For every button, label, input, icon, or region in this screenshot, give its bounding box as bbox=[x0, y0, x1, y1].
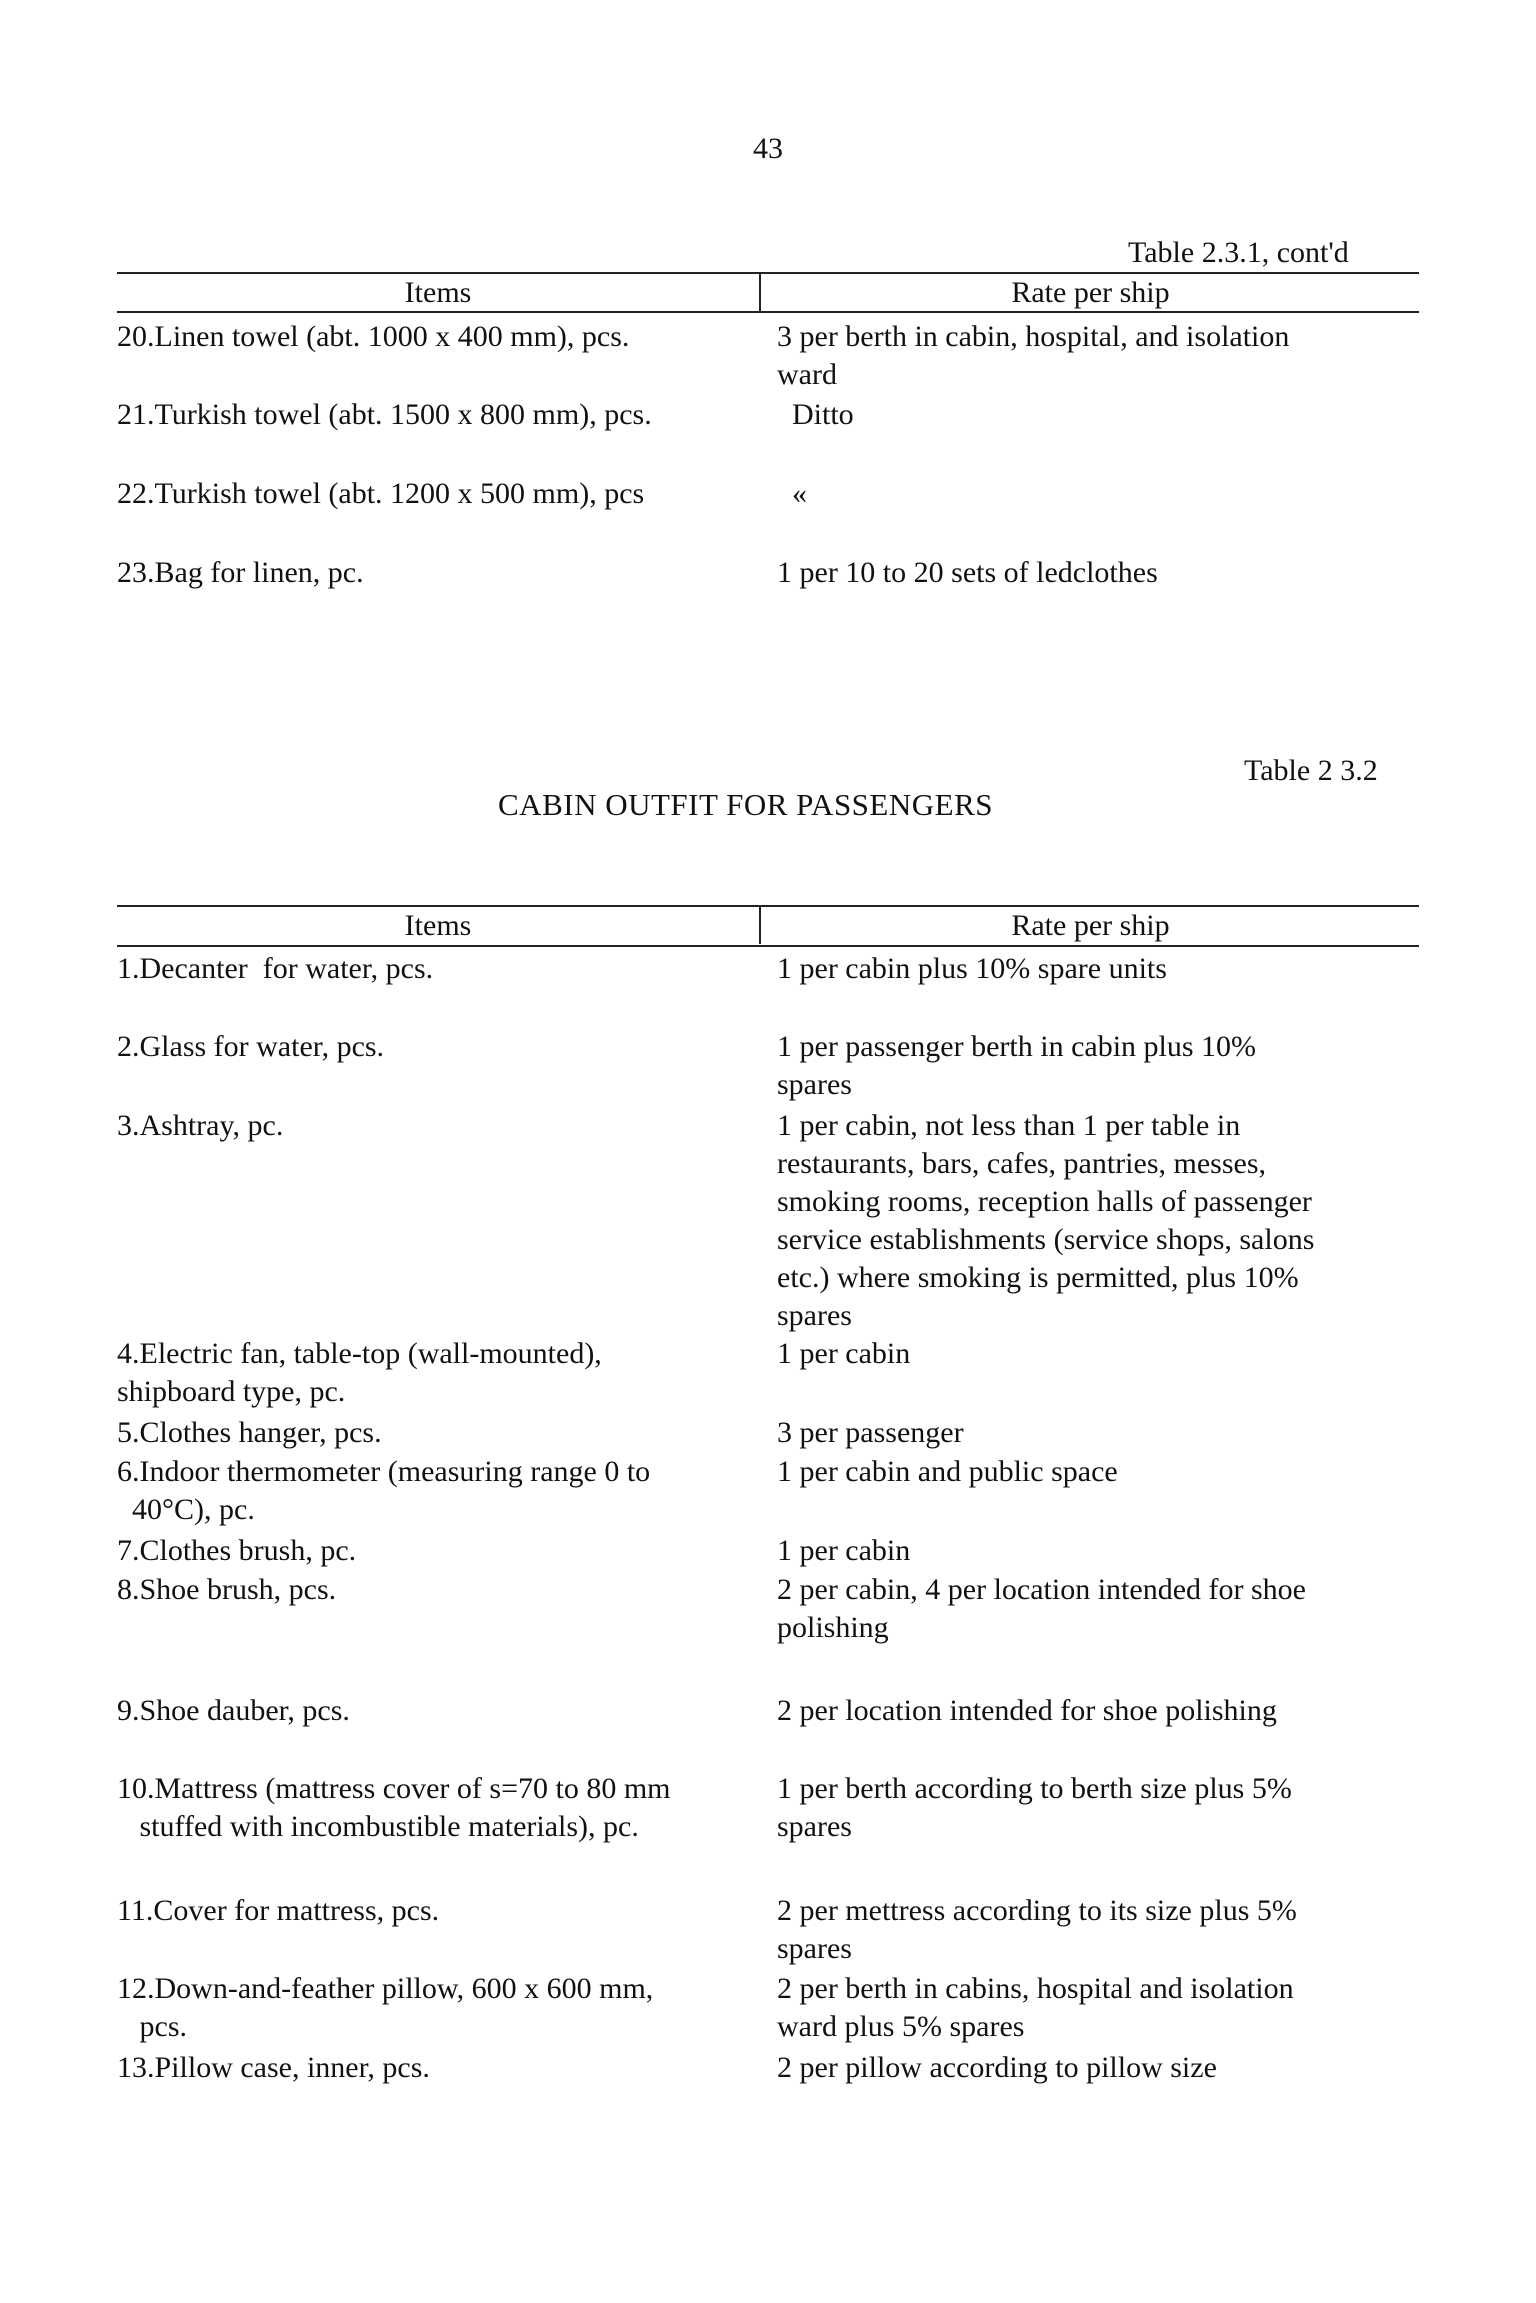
table2-caption: Table 2 3.2 bbox=[1244, 754, 1378, 787]
table1-header-divider bbox=[759, 273, 761, 311]
table2-header-divider bbox=[759, 906, 761, 944]
rate-cell bbox=[777, 1453, 1417, 1491]
rate-cell bbox=[777, 475, 1417, 513]
item-cell bbox=[117, 1335, 767, 1411]
item-cell bbox=[117, 1892, 767, 1930]
item-text: 5.Clothes hanger, pcs. bbox=[117, 1416, 382, 1449]
rate-text: 1 per cabin bbox=[777, 1534, 911, 1567]
item-text: 20.Linen towel (abt. 1000 x 400 mm), pcs. bbox=[117, 320, 630, 353]
rate-text: spares bbox=[777, 1299, 852, 1332]
rate-text: 2 per cabin, 4 per location intended for shoe bbox=[777, 1573, 1306, 1606]
rate-text: 2 per mettress according to its size plus 5% bbox=[777, 1894, 1297, 1927]
item-cell bbox=[117, 1532, 767, 1570]
table2-header-rate: Rate per ship bbox=[1011, 909, 1170, 942]
rate-text: etc.) where smoking is permitted, plus 10% bbox=[777, 1261, 1299, 1294]
item-text: 3.Ashtray, pc. bbox=[117, 1109, 284, 1142]
rate-text: service establishments (service shops, salons bbox=[777, 1223, 1315, 1256]
item-cell bbox=[117, 1692, 767, 1730]
rate-text: « bbox=[777, 477, 807, 510]
item-text: 2.Glass for water, pcs. bbox=[117, 1030, 385, 1063]
rate-text: 1 per cabin and public space bbox=[777, 1455, 1118, 1488]
rate-cell bbox=[777, 396, 1417, 434]
item-cell bbox=[117, 950, 767, 988]
rate-cell bbox=[777, 1692, 1417, 1730]
item-cell bbox=[117, 1770, 767, 1846]
rate-text: smoking rooms, reception halls of passenger bbox=[777, 1185, 1312, 1218]
rate-cell bbox=[777, 554, 1417, 592]
rate-cell bbox=[777, 1970, 1417, 2046]
item-text: 1.Decanter for water, pcs. bbox=[117, 952, 434, 985]
item-cell bbox=[117, 554, 767, 592]
item-text: 9.Shoe dauber, pcs. bbox=[117, 1694, 350, 1727]
item-cell bbox=[117, 1028, 767, 1066]
item-cell bbox=[117, 1107, 767, 1145]
table1-caption: Table 2.3.1, cont'd bbox=[1128, 236, 1349, 269]
item-cell bbox=[117, 1571, 767, 1609]
item-text: 21.Turkish towel (abt. 1500 x 800 mm), pcs. bbox=[117, 398, 652, 431]
page-number: 43 bbox=[753, 132, 783, 165]
item-text: 8.Shoe brush, pcs. bbox=[117, 1573, 337, 1606]
rate-cell bbox=[777, 1028, 1417, 1104]
item-cell bbox=[117, 1970, 767, 2046]
rate-cell bbox=[777, 1414, 1417, 1452]
table2-header-rule bbox=[117, 945, 1419, 947]
rate-text: ward plus 5% spares bbox=[777, 2010, 1025, 2043]
item-text: 23.Bag for linen, pc. bbox=[117, 556, 364, 589]
rate-text: spares bbox=[777, 1932, 852, 1965]
rate-cell bbox=[777, 2049, 1417, 2087]
item-cell bbox=[117, 1453, 767, 1529]
rate-cell bbox=[777, 1532, 1417, 1570]
rate-cell bbox=[777, 318, 1417, 394]
rate-cell bbox=[777, 1770, 1417, 1846]
item-cell bbox=[117, 1414, 767, 1452]
rate-text: 1 per 10 to 20 sets of ledclothes bbox=[777, 556, 1158, 589]
table1-header-rate: Rate per ship bbox=[1011, 276, 1170, 309]
rate-text: polishing bbox=[777, 1611, 889, 1644]
rate-text: 2 per pillow according to pillow size bbox=[777, 2051, 1217, 2084]
item-text: 4.Electric fan, table-top (wall-mounted), bbox=[117, 1337, 602, 1370]
item-text: 12.Down-and-feather pillow, 600 x 600 mm, bbox=[117, 1972, 654, 2005]
item-text: 22.Turkish towel (abt. 1200 x 500 mm), pcs bbox=[117, 477, 645, 510]
table2-header-items: Items bbox=[404, 909, 472, 942]
rate-text: ward bbox=[777, 358, 837, 391]
rate-text: 1 per cabin, not less than 1 per table in bbox=[777, 1109, 1241, 1142]
item-text: 11.Cover for mattress, pcs. bbox=[117, 1894, 440, 1927]
rate-cell bbox=[777, 1892, 1417, 1968]
item-text: pcs. bbox=[117, 2010, 187, 2043]
item-text: 7.Clothes brush, pc. bbox=[117, 1534, 357, 1567]
rate-text: 1 per passenger berth in cabin plus 10% bbox=[777, 1030, 1257, 1063]
rate-text: 3 per passenger bbox=[777, 1416, 964, 1449]
item-text: 6.Indoor thermometer (measuring range 0 to bbox=[117, 1455, 651, 1488]
rate-text: 2 per berth in cabins, hospital and isolation bbox=[777, 1972, 1294, 2005]
item-text: stuffed with incombustible materials), pc. bbox=[117, 1810, 639, 1843]
rate-cell bbox=[777, 950, 1417, 988]
table1-header-rule bbox=[117, 311, 1419, 313]
item-text: 10.Mattress (mattress cover of s=70 to 80 mm bbox=[117, 1772, 671, 1805]
rate-cell bbox=[777, 1571, 1417, 1647]
rate-text: 1 per cabin bbox=[777, 1337, 911, 1370]
item-cell bbox=[117, 475, 767, 513]
item-cell bbox=[117, 2049, 767, 2087]
rate-text: spares bbox=[777, 1068, 852, 1101]
rate-text: Ditto bbox=[777, 398, 854, 431]
rate-text: 3 per berth in cabin, hospital, and isolation bbox=[777, 320, 1290, 353]
rate-text: restaurants, bars, cafes, pantries, messes, bbox=[777, 1147, 1266, 1180]
item-text: shipboard type, pc. bbox=[117, 1375, 346, 1408]
rate-cell bbox=[777, 1335, 1417, 1373]
item-text: 13.Pillow case, inner, pcs. bbox=[117, 2051, 430, 2084]
item-text: 40°C), pc. bbox=[117, 1493, 255, 1526]
rate-text: 1 per cabin plus 10% spare units bbox=[777, 952, 1167, 985]
rate-text: spares bbox=[777, 1810, 852, 1843]
rate-text: 2 per location intended for shoe polishing bbox=[777, 1694, 1277, 1727]
item-cell bbox=[117, 396, 767, 434]
table1-header-items: Items bbox=[404, 276, 472, 309]
rate-cell bbox=[777, 1107, 1417, 1335]
item-cell bbox=[117, 318, 767, 356]
table2-title: CABIN OUTFIT FOR PASSENGERS bbox=[498, 787, 993, 822]
rate-text: 1 per berth according to berth size plus 5% bbox=[777, 1772, 1292, 1805]
